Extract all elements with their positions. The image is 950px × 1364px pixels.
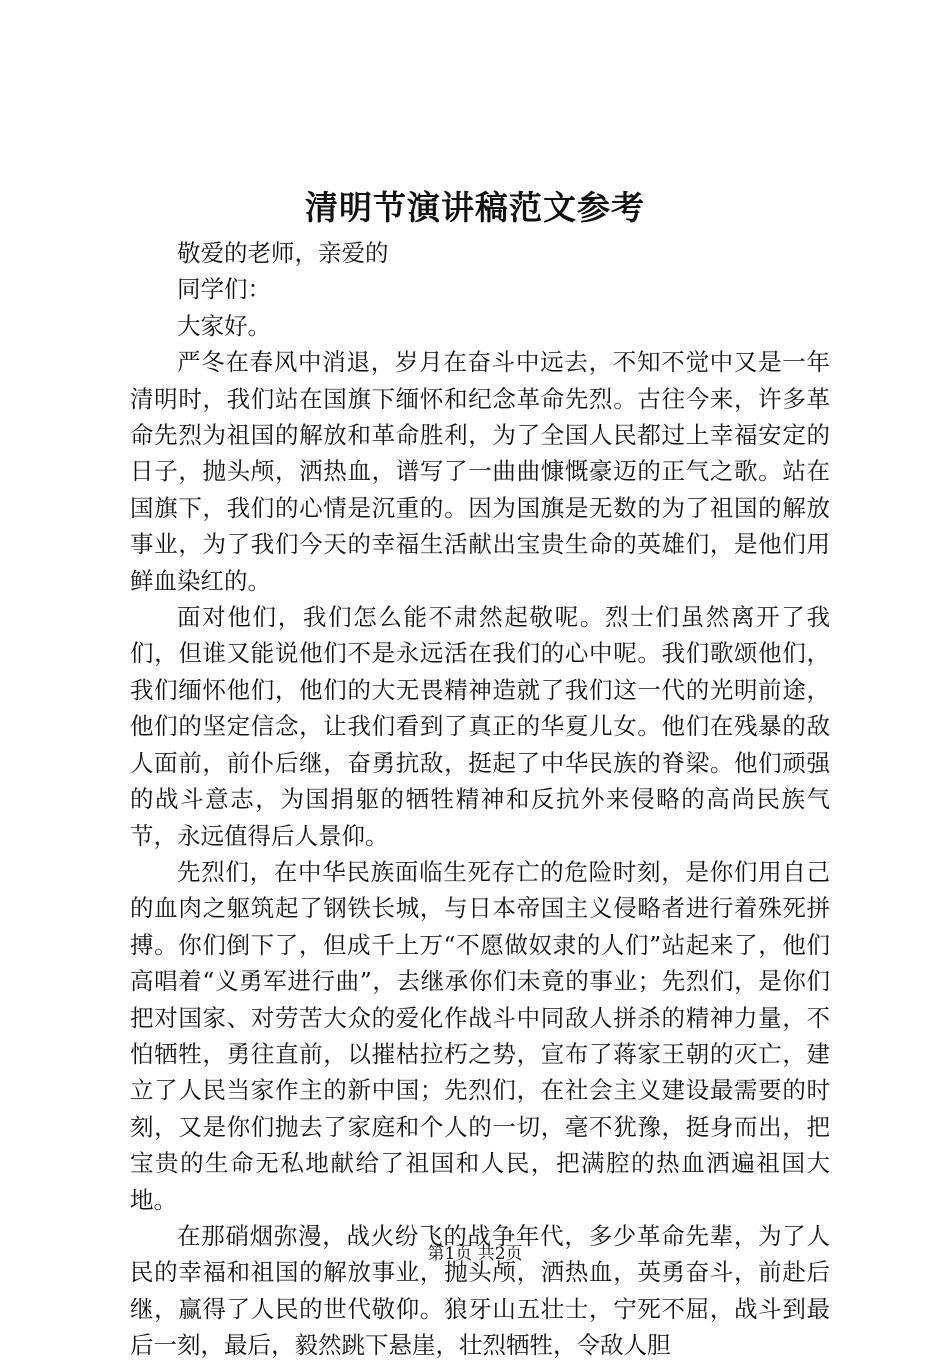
salutation-line-1: 敬爱的老师，亲爱的 bbox=[177, 239, 389, 267]
document-title: 清明节演讲稿范文参考 bbox=[305, 188, 645, 227]
body-paragraph: 先烈们，在中华民族面临生死存亡的危险时刻，是你们用自己的血肉之躯筑起了钢铁长城，与日本帝国主义侵略者进行着殊死拼搏。你们倒下了，但成千上万“不愿做奴隶的人们”站起来了，他们高唱着“义勇军进行曲”，去继承你们未竟的事业；先烈们，是你们把对国家、对劳苦大众的爱化作战斗中同敌人拼杀的精神力量，不怕牺牲，勇往直前，以摧枯拉朽之势，宣布了蒋家王朝的灭亡，建立了人民当家作主的新中国；先烈们，在社会主义建设最需要的时刻，又是你们抛去了家庭和个人的一切，毫不犹豫，挺身而出，把宝贵的生命无私地献给了祖国和人民，把满腔的热血洒遍祖国大地。 bbox=[130, 857, 830, 1214]
greeting-line: 大家好。 bbox=[177, 311, 271, 340]
page-number-footer: 第1页 共2页 bbox=[427, 1244, 523, 1264]
salutation-line-2: 同学们： bbox=[177, 275, 271, 304]
document-body bbox=[130, 235, 830, 1364]
body-paragraph: 在那硝烟弥漫，战火纷飞的战争年代，多少革命先辈，为了人民的幸福和祖国的解放事业，抛头颅，洒热血，英勇奋斗，前赴后继，赢得了人民的世代敬仰。狼牙山五壮士，宁死不屈，战斗到最后一刻，最后，毅然跳下悬崖，壮烈牺牲，令敌人胆 bbox=[130, 1221, 830, 1360]
body-paragraph: 严冬在春风中消退，岁月在奋斗中远去，不知不觉中又是一年清明时，我们站在国旗下缅怀和纪念革命先烈。古往今来，许多革命先烈为祖国的解放和革命胜利，为了全国人民都过上幸福安定的日子，抛头颅，洒热血，谱写了一曲曲慷慨豪迈的正气之歌。站在国旗下，我们的心情是沉重的。因为国旗是无数的为了祖国的解放事业，为了我们今天的幸福生活献出宝贵生命的英雄们，是他们用鲜血染红的。 bbox=[130, 348, 830, 595]
body-paragraph: 面对他们，我们怎么能不肃然起敬呢。烈士们虽然离开了我们，但谁又能说他们不是永远活在我们的心中呢。我们歌颂他们，我们缅怀他们，他们的大无畏精神造就了我们这一代的光明前途，他们的坚定信念，让我们看到了真正的华夏儿女。他们在残暴的敌人面前，前仆后继，奋勇抗敌，挺起了中华民族的脊梁。他们顽强的战斗意志，为国捐躯的牺牲精神和反抗外来侵略的高尚民族气节，永远值得后人景仰。 bbox=[130, 603, 830, 850]
